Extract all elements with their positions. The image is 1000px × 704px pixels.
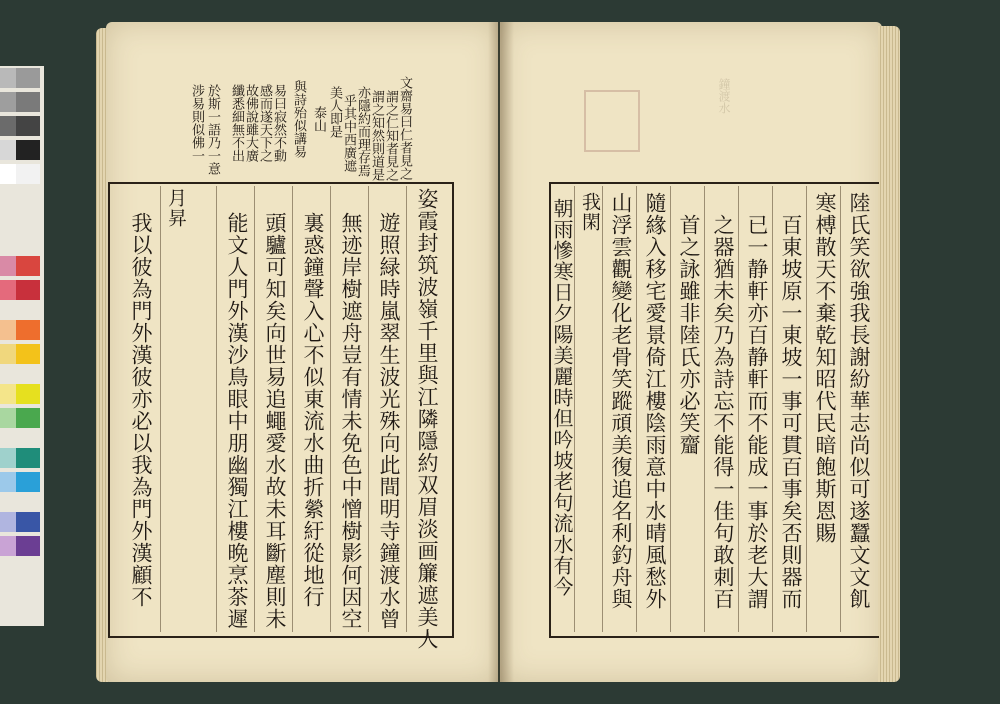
header-column: 故佛說雖大廣 — [243, 84, 258, 162]
column-rule — [406, 186, 407, 632]
text-column: 月昇 — [165, 188, 187, 228]
text-column: 山浮雲觀變化老骨笑蹤頑美復追名利釣舟與 — [609, 192, 633, 610]
column-rule — [368, 186, 369, 632]
column-rule — [738, 186, 739, 632]
text-column: 遊照緑時嵐翠生波光殊向此間明寺鐘渡水曾 — [377, 212, 401, 630]
bleed-through-text: 鐘渡水 — [717, 78, 731, 114]
column-rule — [574, 186, 575, 632]
text-column: 頭驢可知矣向世易追蠅愛水故未耳斷塵則未 — [263, 212, 287, 630]
column-rule — [160, 186, 161, 632]
column-rule — [670, 186, 671, 632]
book-spread — [96, 22, 902, 686]
text-column: 隨緣入移宅愛景倚江樓陰雨意中水晴風愁外 — [643, 192, 667, 610]
header-column: 美人即是 — [327, 86, 342, 138]
column-rule — [602, 186, 603, 632]
header-column: 謂之仁知者見之 — [383, 90, 398, 181]
column-rule — [704, 186, 705, 632]
header-column: 謂之知然則道是 — [369, 90, 384, 181]
text-column: 之器猶未矣乃為詩忘不能得一佳句敢刺百 — [711, 214, 735, 610]
color-calibration-strip — [0, 66, 44, 626]
header-column: 於斯一語乃一意 — [205, 84, 220, 175]
text-column: 無迹岸樹遮舟豈有情未免色中憎樹影何因空 — [339, 212, 363, 630]
column-rule — [216, 186, 217, 632]
column-rule — [254, 186, 255, 632]
header-column: 亦隱約而理存焉 — [355, 86, 370, 177]
text-column: 寒榑散天不棄乾知昭代民暗飽斯恩賜 — [813, 192, 837, 544]
header-column: 纖悉細無不出 — [229, 84, 244, 162]
column-rule — [806, 186, 807, 632]
header-column: 涉易則似佛一 — [189, 84, 204, 162]
text-column: 朝雨慘寒日夕陽美麗時但吟坡老句流水有今 — [550, 198, 574, 597]
column-rule — [772, 186, 773, 632]
header-column: 感而遂天下之 — [257, 84, 272, 162]
text-column: 我以彼為門外漢彼亦必以我為門外漢顧不 — [129, 212, 153, 608]
text-column: 姿霞封筑波嶺千里與江隣隱約双眉淡画簾遮美人 — [415, 188, 439, 650]
column-rule — [330, 186, 331, 632]
text-column: 裏惑鐘聲入心不似東流水曲折縈紆從地行 — [301, 212, 325, 608]
header-column: 文齋易曰仁者見之 — [397, 76, 412, 180]
header-column: 易曰寂然不動 — [271, 84, 286, 162]
faded-seal-stamp — [584, 90, 640, 152]
column-rule — [292, 186, 293, 632]
text-column: 百東坡原一東坡一事可貫百事矣否則器而 — [779, 214, 803, 610]
text-column: 陸氏笑欲強我長謝紛華志尚似可遂蠶文文飢 — [847, 192, 871, 610]
header-column: 泰山 — [311, 106, 326, 132]
page-edge-right — [878, 26, 900, 682]
text-column: 首之詠雖非陸氏亦必笑齏 — [677, 214, 701, 456]
text-column: 已一静軒亦百静軒而不能成一事於老大謂 — [745, 214, 769, 610]
text-column: 能文人門外漢沙鳥眼中朋幽獨江樓晩烹茶遲 — [225, 212, 249, 630]
book-gutter — [488, 22, 514, 682]
header-column: 與詩殆似講易 — [291, 80, 306, 158]
column-rule — [840, 186, 841, 632]
column-rule — [636, 186, 637, 632]
text-column: 我閑 — [579, 192, 601, 232]
header-column: 乎其中西廣遮 — [341, 94, 356, 172]
